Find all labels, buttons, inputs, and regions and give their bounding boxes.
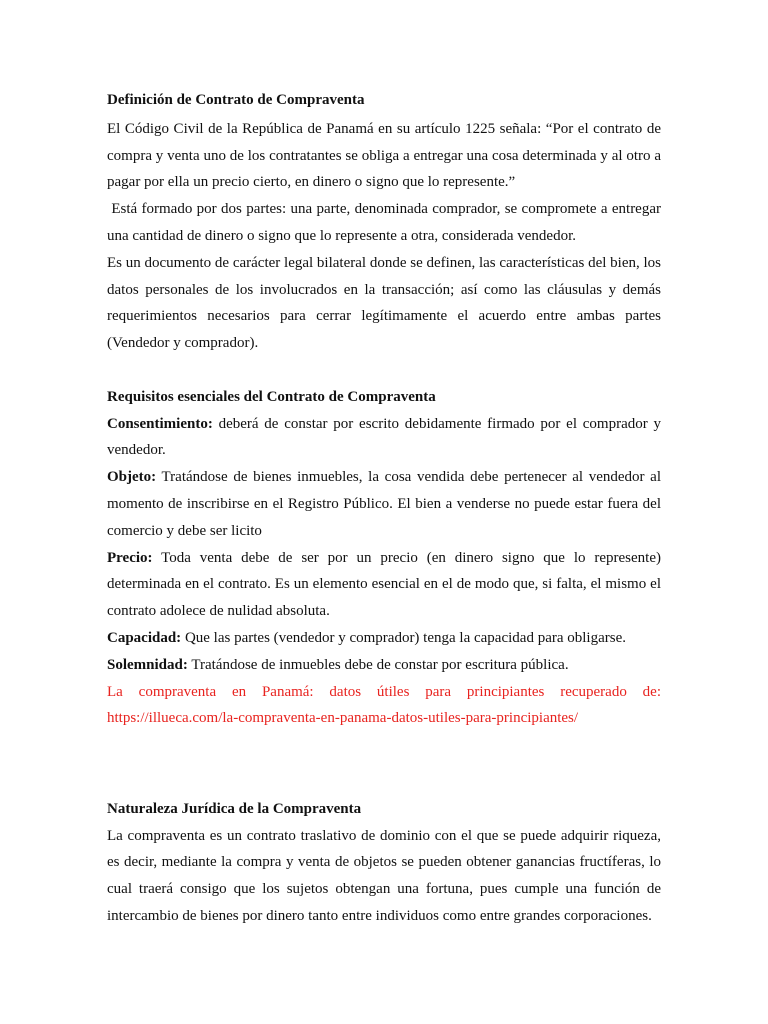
requirements-heading: Requisitos esenciales del Contrato de Compraventa (107, 388, 436, 405)
requirement-label: Precio: (107, 549, 153, 566)
requirement-solemnidad (107, 652, 661, 679)
requirement-text: Tratándose de bienes inmuebles, la cosa vendida debe pertenecer al vendedor al momento de inscribirse en el Registro Público. El bien a venderse no puede estar fuera del comercio y debe ser licito (107, 469, 665, 539)
source-citation: La compraventa en Panamá: datos útiles para principiantes recuperado de: https://illueca.com/la-compraventa-en-panama-datos-utiles-para-principiantes/ (107, 683, 661, 727)
requirement-label: Solemnidad: (107, 656, 188, 673)
requirement-label: Consentimiento: (107, 415, 213, 432)
definition-heading: Definición de Contrato de Compraventa (107, 92, 365, 108)
requirement-objeto (107, 464, 665, 544)
requirement-label: Capacidad: (107, 629, 182, 646)
requirement-text: Toda venta debe de ser por un precio (en dinero signo que lo represente) determinada en el contrato. Es un elemento esencial en el de modo que, si falta, el mismo el contrato adolece de nulidad absoluta. (107, 549, 665, 620)
requirement-label: Objeto: (107, 469, 157, 486)
document-page (107, 87, 665, 930)
definition-paragraph-2: Está formado por dos partes: una parte, denominada comprador, se compromete a entregar una cantidad de dinero o signo que lo represente a otra, considerada vendedor. (107, 201, 665, 244)
spacer (107, 786, 661, 796)
requirement-text: Tratándose de inmuebles debe de constar por escritura pública. (187, 656, 569, 673)
requirement-precio (107, 545, 665, 625)
nature-paragraph-1: La compraventa es un contrato traslativo de dominio con el que se puede adquirir riqueza, es decir, mediante la compra y venta de objetos se pueden obtener ganancias fructíferas, lo cual traerá consigo que los sujetos obtengan una fortuna, pues cumple una función de intercambio de bienes por dinero tanto entre individuos como entre grandes corporaciones. (107, 827, 661, 924)
spacer (107, 732, 661, 786)
definition-paragraph-3: Es un documento de carácter legal bilateral donde se definen, las características del bien, los datos personales de los involucrados en la transacción; así como las cláusulas y demás requerimientos necesarios para cerrar legítimamente el acuerdo entre ambas partes (Vendedor y comprador). (107, 254, 661, 352)
definition-paragraph-1: El Código Civil de la República de Panamá en su artículo 1225 señala: “Por el contrato de compra y venta uno de los contratantes se obliga a entregar una cosa determinada y al otro a pagar por ella un precio cierto, en dinero o signo que lo represente.” (107, 120, 661, 191)
requirement-capacidad (107, 625, 661, 652)
requirement-text: Que las partes (vendedor y comprador) tenga la capacidad para obligarse. (181, 629, 626, 646)
requirement-consentimiento (107, 411, 665, 465)
nature-heading: Naturaleza Jurídica de la Compraventa (107, 800, 362, 817)
requirement-text: deberá de constar por escrito debidamente firmado por el comprador y vendedor. (107, 415, 665, 459)
spacer (107, 357, 661, 384)
